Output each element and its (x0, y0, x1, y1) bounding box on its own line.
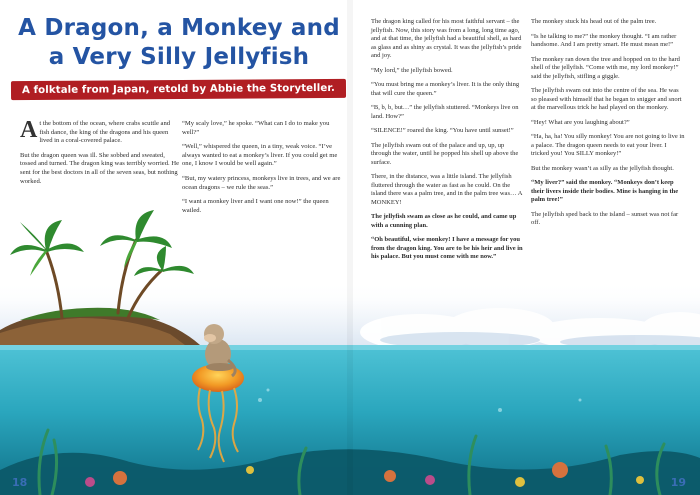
paragraph: The jellyfish swam out of the palace and up, up, up through the water, until he popped his shell up above the surface. (371, 141, 519, 166)
page-number-left: 18 (12, 476, 28, 489)
paragraph: The jellyfish swam out into the centre of the sea. He was so pleased with himself that he began to snigger and snort at the marvellous trick he had played on the monkey. (531, 87, 682, 111)
paragraph: There, in the distance, was a little island. The jellyfish fluttered through the water as fast as he could. On the island there was a palm tree, and in the palm tree was… A MONKEY! (371, 173, 523, 206)
title-line-2: a Very Silly Jellyfish (48, 44, 310, 70)
text-column-3 (371, 18, 523, 268)
paragraph: The jellyfish swam as close as he could, and came up with a cunning plan. (371, 213, 517, 229)
drop-cap: A (20, 117, 38, 143)
text-column-4 (531, 18, 686, 234)
paragraph: “But, my watery princess, monkeys live in trees, and we are ocean dragons – we rule the seas.” (182, 174, 341, 191)
paragraph: The jellyfish sped back to the island – sunset was not far off. (531, 210, 679, 226)
paragraph: “You must bring me a monkey’s liver. It is the only thing that will cure the queen.” (371, 81, 520, 97)
paragraph: “Is he talking to me?” the monkey thought. “I am rather handsome. And I am pretty smart. He must mean me!” (531, 32, 677, 48)
paragraph: But the dragon queen was ill. She sobbed and sweated, tossed and turned. The dragon king was terribly worried. He sent for the best doctors in all of the seven seas, but nothing worked. (20, 151, 180, 185)
story-title (14, 14, 344, 72)
paragraph: But the monkey wasn’t as silly as the jellyfish thought. (531, 164, 674, 172)
paragraph: The monkey stuck his head out of the palm tree. (531, 18, 657, 25)
paragraph-text: t the bottom of the ocean, where crabs scuttle and fish dance, the king of the dragons and his queen lived in a coral-covered palace. (39, 120, 171, 145)
paragraph: “Hey! What are you laughing about?” (531, 118, 630, 126)
text-column-2 (182, 120, 344, 221)
subtitle-text: A folktale from Japan, retold by Abbie the Storyteller. (21, 82, 336, 97)
paragraph: “Oh beautiful, wise monkey! I have a message for you from the dragon king. You are to be his heir and live in his palace. But you must come with me now.” (371, 236, 523, 260)
title-line-1: A Dragon, a Monkey and (18, 15, 340, 41)
paragraph: “My liver?” said the monkey. “Monkeys don’t keep their livers inside their bodies. Mine is hanging in the palm tree!” (531, 179, 679, 203)
paragraph: “My lord,” the jellyfish bowed. (371, 66, 453, 74)
paragraph (20, 117, 180, 146)
page-number-right: 19 (670, 476, 686, 489)
paragraph: The dragon king called for his most faithful servant – the jellyfish. Now, this story was from a long, long time ago, and at that time, the jellyfish had a beautiful shell, as hard as glass and as shiny as crystal. It was the jellyfish’s pride and joy. (371, 18, 522, 59)
paragraph: “My scaly love,” he spoke. “What can I do to make you well?” (182, 120, 330, 136)
subtitle-banner (11, 79, 346, 100)
paragraph: “Well,” whispered the queen, in a tiny, weak voice. “I’ve always wanted to eat a monkey’s liver. If you could get me one, I know I would be well again.” (182, 143, 338, 168)
paragraph: “I want a monkey liver and I want one now!” the queen wailed. (182, 198, 329, 214)
paragraph: “SILENCE!” roared the king. “You have until sunset!” (371, 127, 514, 134)
paragraph: “Ha, ha, ha! You silly monkey! You are not going to live in a palace. The dragon queen needs to eat your liver. I tricked you! You SILLY monkey!” (531, 133, 685, 157)
paragraph: “B, b, b, but…” the jellyfish stuttered. “Monkeys live on land. How?” (371, 104, 519, 120)
paragraph: The monkey ran down the tree and hopped on to the hard shell of the jellyfish. “Come with me, my lord monkey!” said the jellyfish, stifling a giggle. (531, 55, 680, 80)
text-column-1 (20, 117, 180, 192)
